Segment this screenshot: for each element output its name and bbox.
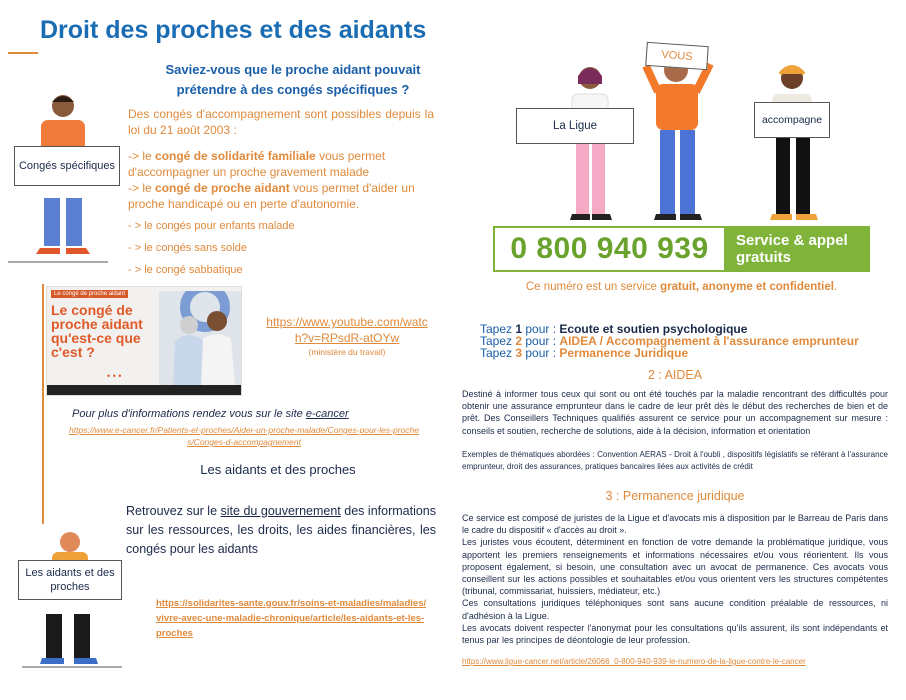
list-item: - > le congés sans solde — [128, 242, 247, 254]
more-info-text: Pour plus d'informations rendez vous sur le site e-cancer — [72, 408, 349, 420]
ecancer-link[interactable]: e-cancer — [305, 408, 349, 420]
juridique-p2: Les juristes vous écoutent, déterminent en fonction de votre demande la problématique juridique, vous apportent les premiers renseignements et informations nécessaires et/ou vous réorientent. Ils vous proposent également, si besoin, une consultation avec un avocat de permanence. Ces avocats vous conseillent sur les actions possibles et souhaitables et/ou vous orientent vers les structures compétentes (tribunal, commissariat, huissiers, médiateur, etc.) — [462, 537, 888, 597]
tap-option-2: Tapez 2 pour : AIDEA / Accompagnement à l'assurance emprunteur — [480, 334, 859, 348]
juridique-p1: Ce service est composé de juristes de la Ligue et d'avocats mis à disposition par le Barreau de Paris dans le cadre du dispositif « d'accès au droit ». — [462, 513, 888, 536]
bullet-proche-aidant: -> le congé de proche aidant vous permet d'aider un proche handicapé ou en perte d'autonomie. — [128, 181, 415, 211]
sign-vous: VOUS — [645, 42, 709, 70]
aidea-themes: Exemples de thématiques abordées : Convention AERAS - Droit à l'oubli , dispositifs législatifs se référant à l'assurance emprunteur, droit des assurances, pratiques bancaires liées aux activités de crédit — [462, 450, 888, 471]
tap-option-1: Tapez 1 pour : Ecoute et soutien psychologique — [480, 322, 748, 336]
video-dots: • • • — [107, 371, 122, 381]
youtube-link[interactable]: https://www.youtube.com/watch?v=RPsdR-atOYw — [266, 315, 428, 345]
list-item: - > le congés pour enfants malade — [128, 220, 295, 232]
bullet-solidarite: -> le congé de solidarité familiale vous permet d'accompagner un proche gravement malade — [128, 149, 386, 179]
juridique-p4: Les avocats doivent respecter l'anonymat pour les consultations qu'ils assurent, ils sont indépendants et tenus par les principes de déontologie de leur profession. — [462, 622, 888, 646]
ligue-url[interactable]: https://www.ligue-cancer.net/article/26066_0-800-940-939-le-numero-de-la-ligue-contre-le-cancer — [462, 657, 806, 666]
video-badge: Le congé de proche aidant — [51, 290, 128, 298]
list-item: - > le congé sabbatique — [128, 264, 243, 276]
sign-conges-specifiques: Congés spécifiques — [14, 146, 120, 186]
ecancer-url[interactable]: https://www.e-cancer.fr/Patients-et-proches/Aider-un-proche-malade/Conges-pour-les-proches/Conges-d-accompagnement — [69, 425, 419, 447]
gov-paragraph: Retrouvez sur le site du gouvernement des informations sur les ressources, les droits, les aides financières, les congés pour les aidants — [126, 504, 436, 556]
question-heading: Saviez-vous que le proche aidant pouvait prétendre à des congés spécifiques ? — [165, 62, 421, 97]
phone-banner — [493, 226, 870, 272]
intro-paragraph: Des congés d'accompagnement sont possibles depuis la loi du 21 août 2003 : — [128, 107, 434, 137]
section-aidants-title: Les aidants et des proches — [200, 462, 356, 477]
video-headline: Le congé de proche aidant qu'est-ce que c'est ? — [51, 302, 143, 360]
juridique-text — [462, 512, 888, 646]
aidea-description: Destiné à informer tous ceux qui sont ou ont été touchés par la maladie rencontrant des difficultés pour obtenir une assurance emprunteur dans le cadre de leur prêt dès le début des recherches de bien et de prêt. Des Conseillers Techniques qualifiés assurent ce service pour un accompagnement sur mesure : conseils et soutien, recherche de solutions, aide à la décision, information et orientation — [462, 389, 888, 436]
tap-option-3: Tapez 3 pour : Permanence Juridique — [480, 346, 689, 360]
video-thumbnail[interactable] — [46, 286, 242, 396]
gov-url[interactable]: https://solidarites-sante.gouv.fr/soins-et-maladies/maladies/vivre-avec-une-maladie-chronique/article/les-aidants-et-les-proches — [156, 598, 427, 639]
video-controls-bar[interactable] — [47, 385, 242, 396]
sign-accompagne: accompagne — [754, 102, 830, 138]
juridique-heading: 3 : Permanence juridique — [605, 489, 745, 503]
juridique-p3: Ces consultations juridiques téléphoniques sont sans aucune condition préalable de ressources, ni d'adhésion à la Ligue. — [462, 598, 888, 621]
video-people-image — [159, 291, 241, 387]
decorative-line — [42, 284, 44, 524]
service-statement: Ce numéro est un service gratuit, anonyme et confidentiel. — [525, 281, 838, 293]
title-accent-line — [8, 52, 38, 54]
youtube-source: (ministère du travail) — [308, 347, 386, 357]
service-badge: Service & appel gratuits — [726, 226, 870, 272]
sign-aidants-proches: Les aidants et des proches — [18, 560, 122, 600]
gov-site-link[interactable]: site du gouvernement — [220, 504, 341, 518]
sign-la-ligue: La Ligue — [516, 108, 634, 144]
page-title: Droit des proches et des aidants — [40, 16, 427, 44]
aidea-heading: 2 : AIDEA — [647, 368, 703, 382]
phone-number[interactable]: 0 800 940 939 — [493, 226, 726, 272]
